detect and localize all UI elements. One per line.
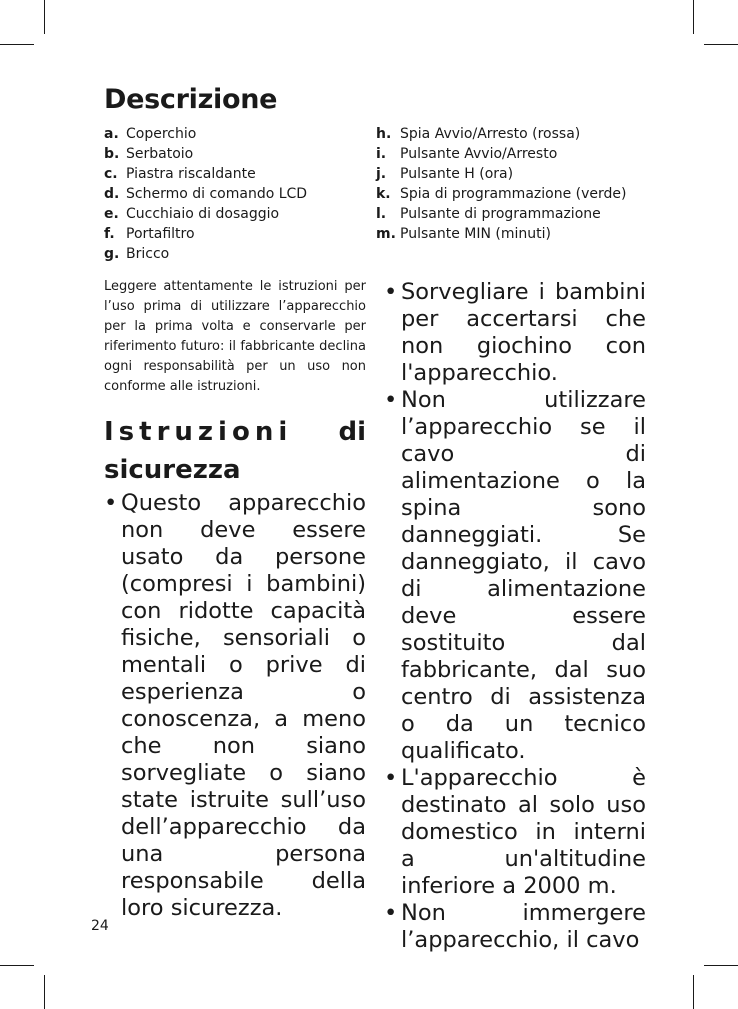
list-item bbox=[104, 244, 307, 264]
part-key: m. bbox=[376, 226, 396, 242]
part-label: Cucchiaio di dosaggio bbox=[126, 206, 280, 222]
part-key: e. bbox=[104, 206, 119, 222]
crop-mark-bottom-left-horizontal bbox=[0, 965, 34, 966]
list-item bbox=[376, 204, 626, 224]
section-title-word: di bbox=[338, 417, 366, 447]
crop-mark-bottom-right-horizontal bbox=[704, 965, 738, 966]
section-title-word: sicurezza bbox=[104, 455, 241, 485]
parts-list-right bbox=[376, 124, 626, 244]
part-key: i. bbox=[376, 146, 387, 162]
part-key: c. bbox=[104, 166, 118, 182]
list-item bbox=[376, 164, 626, 184]
safety-bullet: • Sorvegliare i bambini per accertarsi che non giochino con l'apparecchio. bbox=[384, 279, 646, 387]
part-label: Pulsante MIN (minuti) bbox=[400, 226, 551, 242]
safety-bullet: • Non immergere l’apparecchio, il cavo bbox=[384, 900, 646, 954]
part-label: Pulsante H (ora) bbox=[400, 166, 514, 182]
crop-mark-bottom-left-vertical bbox=[44, 975, 45, 1009]
part-label: Portafiltro bbox=[126, 226, 195, 242]
part-key: b. bbox=[104, 146, 120, 162]
crop-mark-bottom-right-vertical bbox=[693, 975, 694, 1009]
part-label: Schermo di comando LCD bbox=[126, 186, 308, 202]
list-item bbox=[104, 204, 307, 224]
parts-list-left bbox=[104, 124, 307, 264]
part-key: k. bbox=[376, 186, 391, 202]
list-item bbox=[104, 224, 307, 244]
crop-mark-top-right-vertical bbox=[693, 0, 694, 34]
part-label: Spia di programmazione (verde) bbox=[400, 186, 627, 202]
part-key: d. bbox=[104, 186, 120, 202]
part-key: g. bbox=[104, 246, 120, 262]
part-label: Coperchio bbox=[126, 126, 197, 142]
part-key: f. bbox=[104, 226, 115, 242]
part-label: Bricco bbox=[126, 246, 170, 262]
intro-paragraph: Leggere attentamente le istruzioni per l’uso prima di utilizzare l’apparecchio per la prima volta e conservarle per riferimento futuro: il fabbricante declina ogni responsabilità per un uso non conforme alle istruzioni. bbox=[104, 279, 366, 394]
crop-mark-top-left-horizontal bbox=[0, 44, 34, 45]
safety-bullet: • Questo apparecchio non deve essere usato da persone (compresi i bambini) con ridotte capacità fisiche, sensoriali o mentali o prive di esperienza o conoscenza, a meno che non siano sorvegliate o siano state istruite sull’uso dell’apparecchio da una persona responsabile della loro sicurezza. bbox=[104, 490, 366, 922]
safety-bullet: • Non utilizzare l’apparecchio se il cavo di alimentazione o la spina sono danneggiati. Se danneggiato, il cavo di alimentazione deve essere sostituito dal fabbricante, dal suo centro di assistenza o da un tecnico qualificato. bbox=[384, 387, 646, 765]
section-title bbox=[104, 413, 366, 489]
part-key: j. bbox=[376, 166, 387, 182]
part-label: Serbatoio bbox=[126, 146, 194, 162]
part-key: a. bbox=[104, 126, 119, 142]
safety-list-right bbox=[384, 279, 646, 954]
part-label: Piastra riscaldante bbox=[126, 166, 256, 182]
list-item bbox=[376, 224, 626, 244]
page-title: Descrizione bbox=[104, 84, 278, 115]
section-title-word: Istruzioni bbox=[104, 417, 293, 447]
list-item bbox=[104, 124, 307, 144]
list-item bbox=[376, 184, 626, 204]
page-number: 24 bbox=[91, 918, 109, 934]
list-item bbox=[376, 144, 626, 164]
part-label: Spia Avvio/Arresto (rossa) bbox=[400, 126, 581, 142]
safety-bullet: • L'apparecchio è destinato al solo uso domestico in interni a un'altitudine inferiore a 2000 m. bbox=[384, 765, 646, 900]
part-key: l. bbox=[376, 206, 387, 222]
list-item bbox=[104, 184, 307, 204]
crop-mark-top-left-vertical bbox=[44, 0, 45, 34]
list-item bbox=[104, 144, 307, 164]
part-label: Pulsante Avvio/Arresto bbox=[400, 146, 558, 162]
list-item bbox=[376, 124, 626, 144]
part-label: Pulsante di programmazione bbox=[400, 206, 601, 222]
part-key: h. bbox=[376, 126, 392, 142]
crop-mark-top-right-horizontal bbox=[704, 44, 738, 45]
list-item bbox=[104, 164, 307, 184]
safety-list-left bbox=[104, 490, 366, 922]
